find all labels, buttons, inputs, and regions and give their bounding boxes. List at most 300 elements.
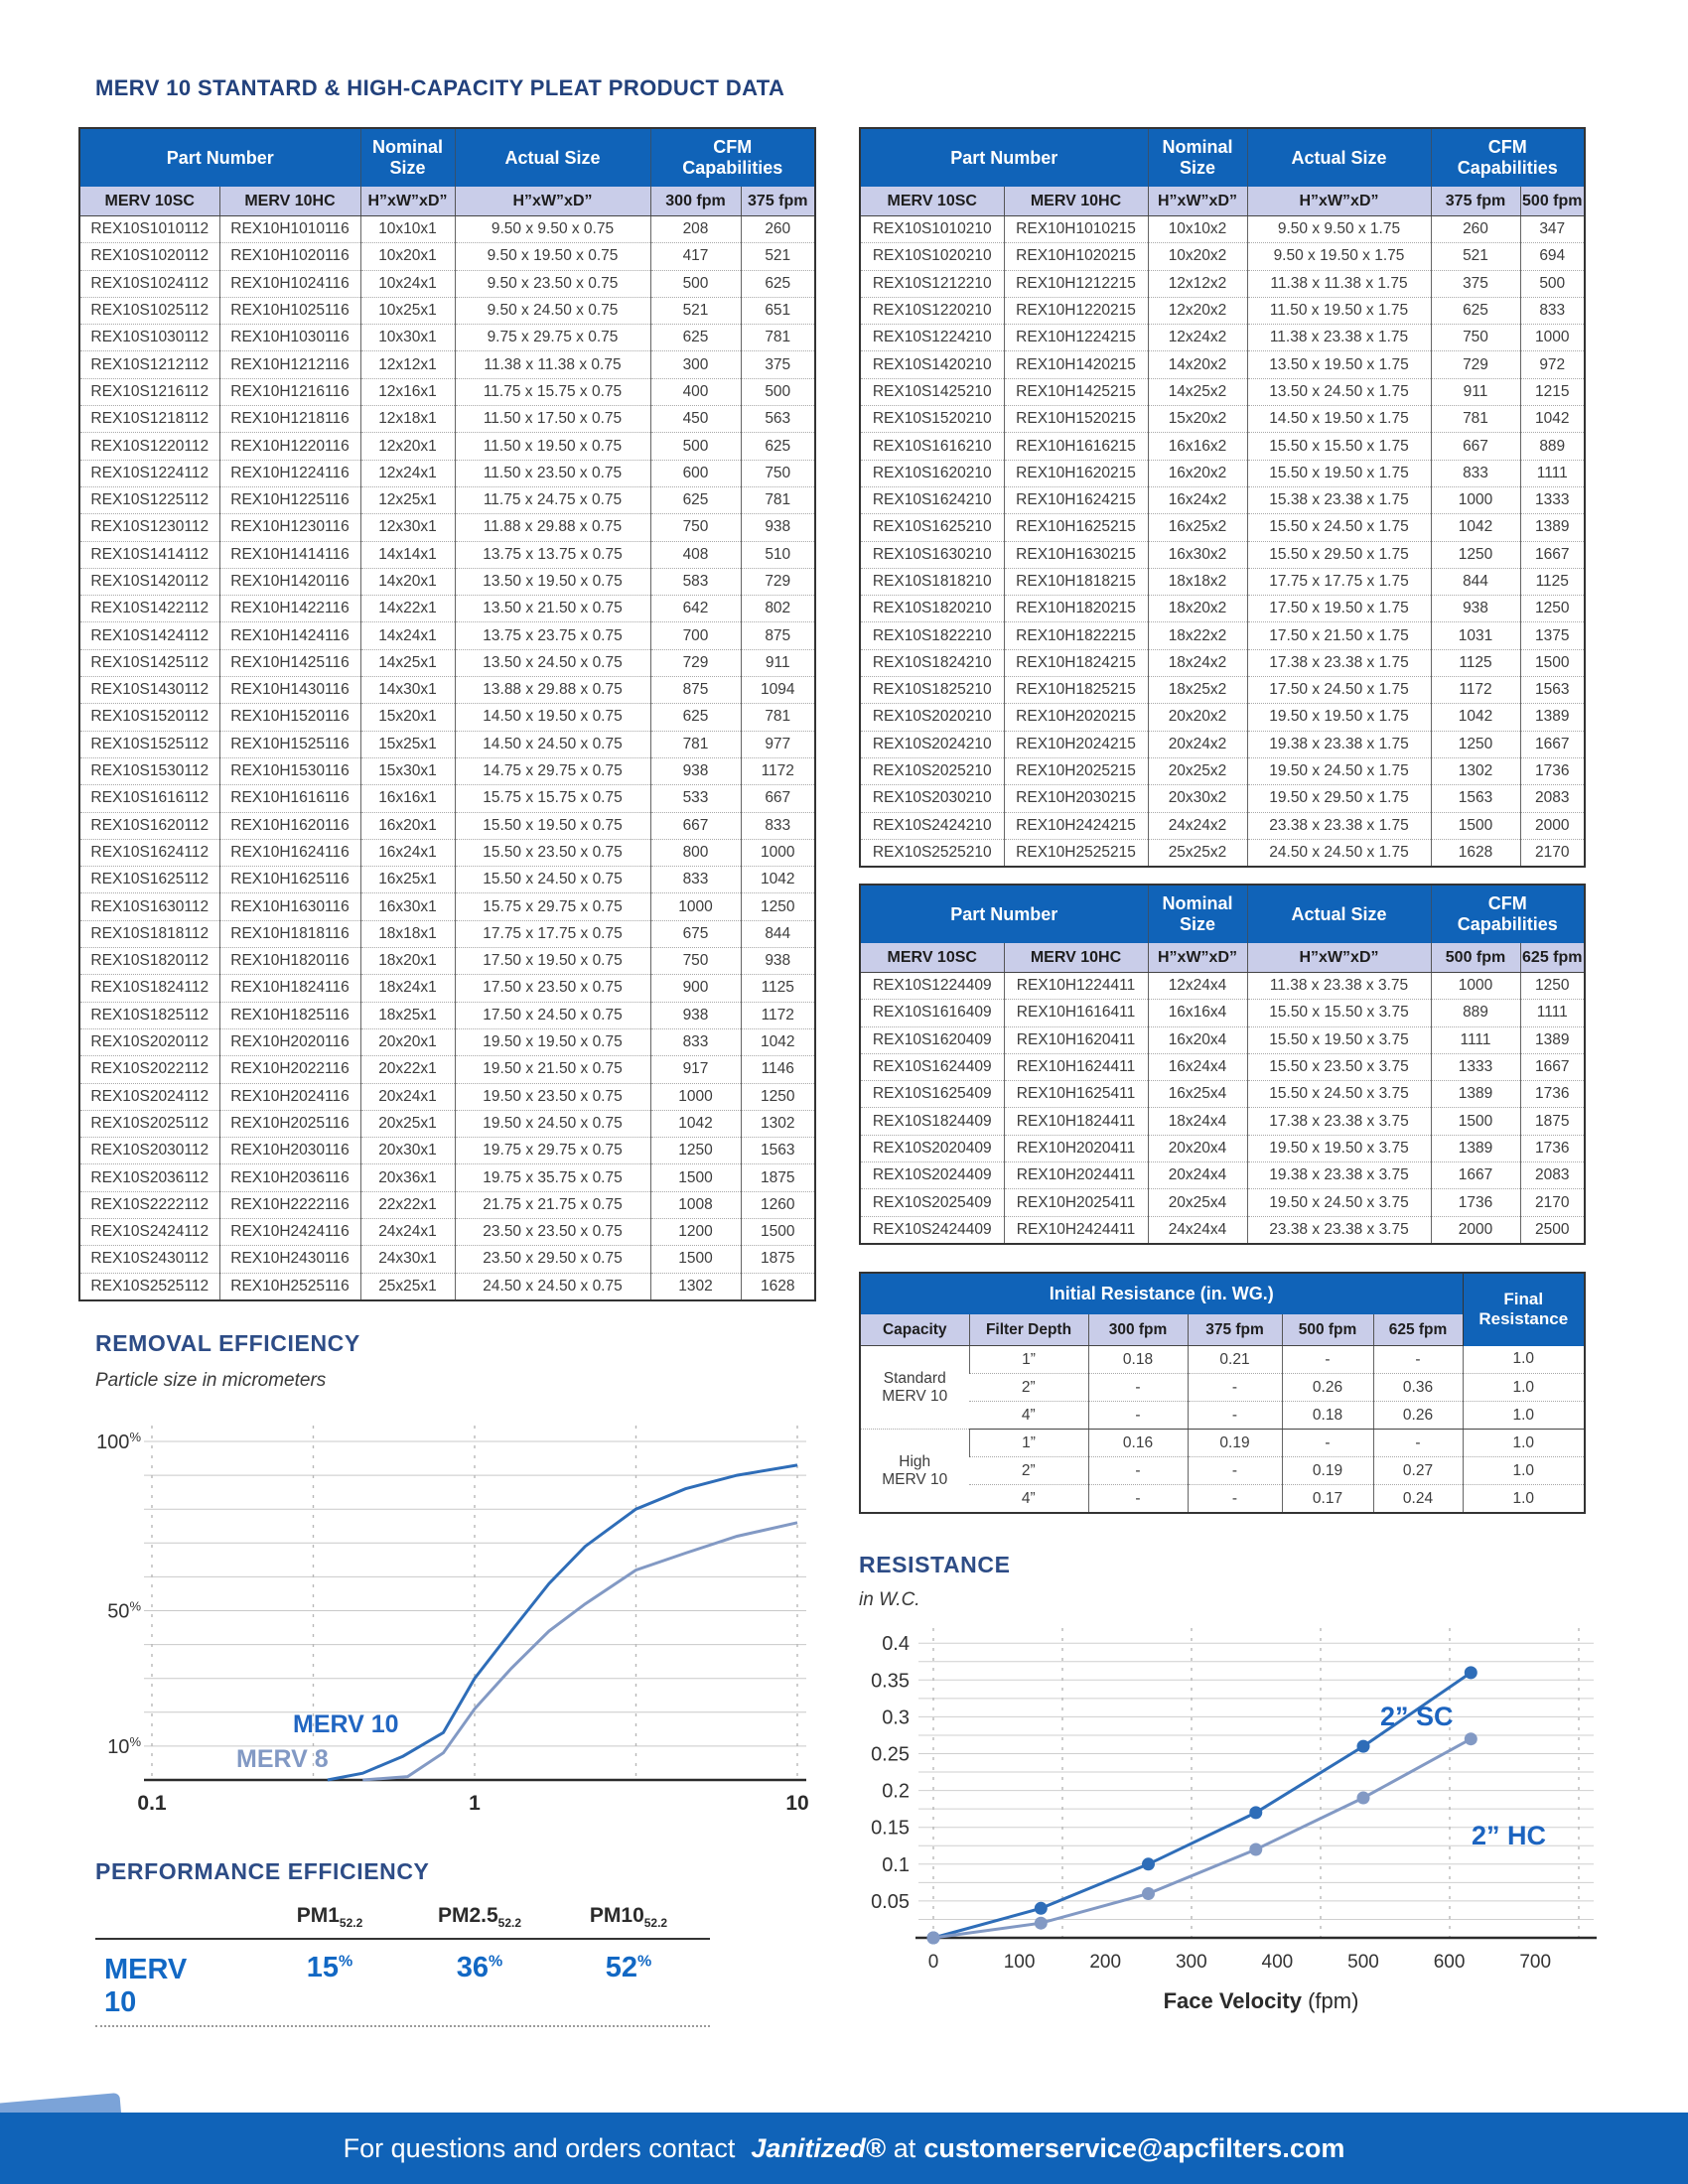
cell: REX10H1430116 <box>219 677 360 704</box>
cell: REX10S1620210 <box>860 460 1004 486</box>
cell: 1500 <box>1520 649 1585 676</box>
data-point <box>1465 1666 1477 1679</box>
cell: REX10H1220116 <box>219 433 360 460</box>
table-row <box>860 596 1585 622</box>
cell: 2170 <box>1520 1189 1585 1216</box>
cell: 0.26 <box>1282 1374 1373 1402</box>
product-table-4in <box>859 884 1586 1245</box>
footer-email[interactable]: customerservice@apcfilters.com <box>923 2132 1345 2163</box>
cell: 20x20x2 <box>1148 704 1247 731</box>
cell: 16x25x4 <box>1148 1081 1247 1108</box>
cell: 1250 <box>1520 973 1585 1000</box>
cell: 833 <box>1431 460 1520 486</box>
table-row <box>79 867 815 893</box>
cell: - <box>1188 1485 1282 1514</box>
cell: 17.50 x 24.50 x 1.75 <box>1247 677 1431 704</box>
cell: 833 <box>650 867 741 893</box>
cell: 1250 <box>741 893 815 920</box>
cell: 675 <box>650 920 741 947</box>
table-row <box>79 920 815 947</box>
cell: 0.18 <box>1088 1346 1188 1374</box>
cell: 1563 <box>1431 785 1520 812</box>
table-row <box>860 270 1585 297</box>
cell: REX10S1225112 <box>79 486 219 513</box>
cell: 19.75 x 35.75 x 0.75 <box>455 1164 650 1191</box>
performance-row-label: MERV 10 <box>104 1954 188 2018</box>
subheader-cell: 500 fpm <box>1431 943 1520 973</box>
cell: - <box>1282 1346 1373 1374</box>
cell: 19.50 x 29.50 x 1.75 <box>1247 785 1431 812</box>
table-row <box>79 1138 815 1164</box>
cell: 15.50 x 15.50 x 3.75 <box>1247 1000 1431 1026</box>
cell: REX10S2424409 <box>872 1220 992 1238</box>
cell: REX10S2525210 <box>872 843 992 861</box>
nominal-size-header: Nominal Size <box>360 128 455 187</box>
cell: 625 <box>650 325 741 351</box>
cell: 11.38 x 23.38 x 3.75 <box>1247 973 1431 1000</box>
final-resistance-header: Final Resistance <box>1463 1273 1585 1346</box>
cell: 1042 <box>650 1110 741 1137</box>
cell: 1389 <box>1520 514 1585 541</box>
table-row <box>860 541 1585 568</box>
cell: 1302 <box>650 1273 741 1300</box>
cell: 23.50 x 23.50 x 0.75 <box>455 1218 650 1245</box>
capacity-cell: Standard MERV 10 <box>860 1346 969 1430</box>
cell: 19.50 x 19.50 x 1.75 <box>1247 704 1431 731</box>
table-row <box>860 1108 1585 1135</box>
table-row <box>79 406 815 433</box>
svg-text:0.35: 0.35 <box>871 1670 910 1693</box>
table-row <box>79 433 815 460</box>
cell: 563 <box>741 406 815 433</box>
nominal-size-header: Nominal Size <box>1148 885 1247 943</box>
cell: - <box>1088 1374 1188 1402</box>
cell: REX10S1625210 <box>860 514 1004 541</box>
cell: 800 <box>650 839 741 866</box>
cell: REX10S1220112 <box>79 433 219 460</box>
cell: 781 <box>741 704 815 731</box>
resistance-table <box>859 1272 1586 1514</box>
cell: 1667 <box>1431 1162 1520 1189</box>
cell: 642 <box>650 596 741 622</box>
cell: 19.50 x 21.50 x 0.75 <box>455 1056 650 1083</box>
cell: 23.38 x 23.38 x 1.75 <box>1247 812 1431 839</box>
cell: 0.18 <box>1282 1402 1373 1430</box>
cell: 14.75 x 29.75 x 0.75 <box>455 757 650 784</box>
cell: 12x24x1 <box>360 460 455 486</box>
cell: REX10S1620409 <box>860 1026 1004 1053</box>
table-header-row <box>860 885 1585 943</box>
table-row <box>860 812 1585 839</box>
table-row <box>79 596 815 622</box>
cell: 10x30x1 <box>360 325 455 351</box>
cell: 18x18x2 <box>1148 568 1247 595</box>
cell: REX10H1414116 <box>219 541 360 568</box>
cell: 18x25x1 <box>360 1002 455 1028</box>
cell: 2000 <box>1520 812 1585 839</box>
subheader-cell: 300 fpm <box>650 187 741 216</box>
subheader-cell: MERV 10SC <box>79 187 219 216</box>
cell: 24.50 x 24.50 x 0.75 <box>455 1273 650 1300</box>
cell: 20x36x1 <box>360 1164 455 1191</box>
cell: REX10S2020112 <box>79 1028 219 1055</box>
cell: REX10S1624210 <box>860 486 1004 513</box>
cell: REX10H1620215 <box>1004 460 1148 486</box>
table-row <box>860 297 1585 324</box>
svg-text:200: 200 <box>1089 1952 1122 1973</box>
cell: 13.50 x 24.50 x 0.75 <box>455 649 650 676</box>
series-label: MERV 8 <box>236 1745 329 1773</box>
cell: 16x30x2 <box>1148 541 1247 568</box>
cell: 17.38 x 23.38 x 1.75 <box>1247 649 1431 676</box>
cell: REX10S1230112 <box>79 514 219 541</box>
cell: 9.50 x 24.50 x 0.75 <box>455 297 650 324</box>
cell: REX10S2025210 <box>860 757 1004 784</box>
cell: 23.50 x 29.50 x 0.75 <box>455 1246 650 1273</box>
cell: REX10S1520210 <box>860 406 1004 433</box>
cell: 911 <box>1431 378 1520 405</box>
cell: 1250 <box>650 1138 741 1164</box>
cell: 11.38 x 11.38 x 1.75 <box>1247 270 1431 297</box>
cell: REX10H2020411 <box>1004 1135 1148 1161</box>
table-row <box>79 1164 815 1191</box>
cell: REX10H1616116 <box>219 785 360 812</box>
table-row <box>860 649 1585 676</box>
cell: 1031 <box>1431 622 1520 649</box>
cell: REX10H2030116 <box>219 1138 360 1164</box>
cell: 24.50 x 24.50 x 1.75 <box>1247 839 1431 867</box>
table-row <box>79 1028 815 1055</box>
table-row <box>79 1218 815 1245</box>
data-point <box>1035 1902 1048 1915</box>
cell: 9.50 x 19.50 x 1.75 <box>1247 243 1431 270</box>
cell: 1000 <box>1431 486 1520 513</box>
cell: REX10S1430112 <box>79 677 219 704</box>
cell: 12x24x2 <box>1148 325 1247 351</box>
actual-size-header: Actual Size <box>1247 885 1431 943</box>
subheader-cell: MERV 10HC <box>1004 187 1148 216</box>
cell: 16x20x1 <box>360 812 455 839</box>
table-row <box>79 486 815 513</box>
cell: REX10S2024210 <box>860 731 1004 757</box>
cell: 12x18x1 <box>360 406 455 433</box>
cell: REX10H1020215 <box>1004 243 1148 270</box>
cell: REX10S2025409 <box>860 1189 1004 1216</box>
cell: 1333 <box>1520 486 1585 513</box>
cell: REX10S2030210 <box>860 785 1004 812</box>
svg-text:50%: 50% <box>107 1598 141 1623</box>
cell: 1389 <box>1431 1135 1520 1161</box>
svg-text:100: 100 <box>1003 1952 1036 1973</box>
cell: REX10H1010116 <box>219 216 360 243</box>
data-point <box>1465 1732 1477 1745</box>
cell: REX10H1616215 <box>1004 433 1148 460</box>
cell: 15.75 x 29.75 x 0.75 <box>455 893 650 920</box>
cell: REX10S1818210 <box>860 568 1004 595</box>
cell: 1563 <box>1520 677 1585 704</box>
cell: 24x24x1 <box>360 1218 455 1245</box>
cell: 11.38 x 23.38 x 1.75 <box>1247 325 1431 351</box>
cell: 10x20x2 <box>1148 243 1247 270</box>
cell: 20x24x4 <box>1148 1162 1247 1189</box>
cell: REX10H1620116 <box>219 812 360 839</box>
cell: 1667 <box>1520 731 1585 757</box>
cell: 15.50 x 19.50 x 1.75 <box>1247 460 1431 486</box>
cell: 700 <box>650 622 741 649</box>
table-row <box>860 757 1585 784</box>
cell: 375 <box>1431 270 1520 297</box>
nominal-size-header: Nominal Size <box>1148 128 1247 187</box>
cell: REX10H1820215 <box>1004 596 1148 622</box>
table-row <box>860 514 1585 541</box>
cell: REX10S2525112 <box>90 1277 210 1295</box>
cell: 1.0 <box>1463 1485 1585 1514</box>
cell: 1736 <box>1520 757 1585 784</box>
cell: 20x25x1 <box>360 1110 455 1137</box>
cell: 1302 <box>741 1110 815 1137</box>
footer-brand: Janitized® <box>751 2132 886 2163</box>
cell: 17.50 x 19.50 x 1.75 <box>1247 596 1431 622</box>
cell: 1125 <box>741 975 815 1002</box>
cell: 521 <box>741 243 815 270</box>
cell: 651 <box>741 297 815 324</box>
cell: 2500 <box>1520 1216 1585 1244</box>
table-subheader-row <box>79 187 815 216</box>
cell: 1111 <box>1431 1026 1520 1053</box>
cell: REX10H2036116 <box>219 1164 360 1191</box>
table-row <box>860 973 1585 1000</box>
svg-text:10: 10 <box>785 1792 809 1815</box>
cell: REX10S1530112 <box>79 757 219 784</box>
cell: 625 <box>650 486 741 513</box>
cell: 500 <box>1520 270 1585 297</box>
cell: REX10H1424116 <box>219 622 360 649</box>
cell: 4” <box>969 1402 1088 1430</box>
subheader-cell: MERV 10SC <box>860 187 1004 216</box>
cell: 11.50 x 19.50 x 1.75 <box>1247 297 1431 324</box>
cell: 889 <box>1520 433 1585 460</box>
cell: REX10H1425116 <box>219 649 360 676</box>
cell: 13.75 x 23.75 x 0.75 <box>455 622 650 649</box>
cell: 9.50 x 23.50 x 0.75 <box>455 270 650 297</box>
cell: 11.88 x 29.88 x 0.75 <box>455 514 650 541</box>
cell: 1500 <box>650 1246 741 1273</box>
cell: 24x24x4 <box>1148 1216 1247 1244</box>
cell: 11.50 x 19.50 x 0.75 <box>455 433 650 460</box>
cell: 1” <box>969 1430 1088 1457</box>
cell: 400 <box>650 378 741 405</box>
table-row <box>79 378 815 405</box>
cell: 9.50 x 19.50 x 0.75 <box>455 243 650 270</box>
cell: 625 <box>741 270 815 297</box>
cell: REX10S1625112 <box>79 867 219 893</box>
subheader-cell: H”xW”xD” <box>1247 943 1431 973</box>
cell: 1389 <box>1520 704 1585 731</box>
table-row <box>79 1056 815 1083</box>
initial-resistance-header: Initial Resistance (in. WG.) <box>860 1273 1463 1314</box>
cell: 802 <box>741 596 815 622</box>
cell: 16x20x2 <box>1148 460 1247 486</box>
cell: REX10S1224210 <box>860 325 1004 351</box>
cell: 729 <box>1431 351 1520 378</box>
cell: 15.50 x 24.50 x 1.75 <box>1247 514 1431 541</box>
cell: 15x20x2 <box>1148 406 1247 433</box>
cell: 1172 <box>741 757 815 784</box>
table-row <box>860 1135 1585 1161</box>
cell: 2083 <box>1520 785 1585 812</box>
cell: 667 <box>1431 433 1520 460</box>
table-row <box>79 622 815 649</box>
cell: REX10H1824116 <box>219 975 360 1002</box>
table-row <box>860 1189 1585 1216</box>
cell: REX10H1620411 <box>1004 1026 1148 1053</box>
cell: 25x25x1 <box>360 1273 455 1300</box>
cell: REX10S1824210 <box>860 649 1004 676</box>
cell: REX10S1425210 <box>860 378 1004 405</box>
cell: 1200 <box>650 1218 741 1245</box>
cell: 17.38 x 23.38 x 3.75 <box>1247 1108 1431 1135</box>
cell: REX10S1824112 <box>79 975 219 1002</box>
table-row <box>79 677 815 704</box>
cell: REX10H1530116 <box>219 757 360 784</box>
cell: REX10S1616112 <box>79 785 219 812</box>
table-row <box>860 1430 1585 1457</box>
table-row <box>860 1346 1585 1374</box>
data-point <box>1035 1917 1048 1930</box>
table-row <box>79 731 815 757</box>
performance-rule-bottom <box>95 2025 710 2027</box>
cell: REX10S1420210 <box>860 351 1004 378</box>
cell: 16x24x1 <box>360 839 455 866</box>
cell: REX10H1030116 <box>219 325 360 351</box>
cfm-header: CFM Capabilities <box>1431 885 1585 943</box>
table-row <box>79 948 815 975</box>
svg-text:0.15: 0.15 <box>871 1817 910 1840</box>
cell: 1500 <box>1431 1108 1520 1135</box>
cell: 14x24x1 <box>360 622 455 649</box>
table-row <box>79 704 815 731</box>
cell: 12x20x1 <box>360 433 455 460</box>
cell: 1008 <box>650 1191 741 1218</box>
cell: 625 <box>650 704 741 731</box>
cell: 0.19 <box>1282 1457 1373 1485</box>
series-label: MERV 10 <box>293 1710 399 1738</box>
cell: 1.0 <box>1463 1457 1585 1485</box>
cell: 911 <box>741 649 815 676</box>
cell: REX10H2424215 <box>1004 812 1148 839</box>
cell: 1628 <box>741 1273 815 1300</box>
svg-text:0.3: 0.3 <box>882 1706 910 1729</box>
cell: REX10H1625215 <box>1004 514 1148 541</box>
cell: - <box>1282 1430 1373 1457</box>
cell: 1” <box>969 1346 1088 1374</box>
cell: REX10S1424112 <box>79 622 219 649</box>
svg-text:0.1: 0.1 <box>882 1853 910 1876</box>
cell: 1250 <box>1431 541 1520 568</box>
cell: REX10S1030112 <box>79 325 219 351</box>
cell: 20x24x1 <box>360 1083 455 1110</box>
cell: 938 <box>1431 596 1520 622</box>
svg-text:600: 600 <box>1433 1952 1466 1973</box>
cell: 900 <box>650 975 741 1002</box>
cell: REX10H1825116 <box>219 1002 360 1028</box>
cell: REX10H1212116 <box>219 351 360 378</box>
cell: 20x24x2 <box>1148 731 1247 757</box>
cell: 1250 <box>1520 596 1585 622</box>
cell: REX10H1624411 <box>1004 1053 1148 1080</box>
subheader-cell: H”xW”xD” <box>1148 187 1247 216</box>
cell: 1.0 <box>1463 1374 1585 1402</box>
cell: REX10S1420112 <box>79 568 219 595</box>
cell: 13.50 x 24.50 x 1.75 <box>1247 378 1431 405</box>
cell: 1302 <box>1431 757 1520 784</box>
table-row <box>860 351 1585 378</box>
cell: - <box>1088 1485 1188 1514</box>
subheader-cell: H”xW”xD” <box>455 187 650 216</box>
cell: REX10S1220210 <box>860 297 1004 324</box>
table-row <box>79 325 815 351</box>
cell: REX10H1420215 <box>1004 351 1148 378</box>
cell: REX10H1225116 <box>219 486 360 513</box>
cell: 1500 <box>741 1218 815 1245</box>
cell: 13.50 x 19.50 x 1.75 <box>1247 351 1431 378</box>
cell: REX10S1025112 <box>79 297 219 324</box>
cell: 17.50 x 21.50 x 1.75 <box>1247 622 1431 649</box>
cell: REX10H1625411 <box>1004 1081 1148 1108</box>
removal-efficiency-chart <box>89 1410 824 1827</box>
cell: REX10S1414112 <box>79 541 219 568</box>
cell: 938 <box>650 1002 741 1028</box>
cell: 977 <box>741 731 815 757</box>
cell: REX10S1212210 <box>860 270 1004 297</box>
cell: 1111 <box>1520 460 1585 486</box>
cell: REX10H2024411 <box>1004 1162 1148 1189</box>
grid <box>144 1426 806 1780</box>
cell: 15x20x1 <box>360 704 455 731</box>
cell: 15.50 x 24.50 x 3.75 <box>1247 1081 1431 1108</box>
cell: REX10S1620112 <box>79 812 219 839</box>
cell: 781 <box>741 325 815 351</box>
cell: 889 <box>1431 1000 1520 1026</box>
cell: 781 <box>1431 406 1520 433</box>
cell: REX10S1616409 <box>860 1000 1004 1026</box>
removal-efficiency-subtitle: Particle size in micrometers <box>95 1370 327 1391</box>
subheader-cell: Filter Depth <box>969 1314 1088 1346</box>
cell: 1667 <box>1520 541 1585 568</box>
cell: REX10H1216116 <box>219 378 360 405</box>
cell: 14x25x2 <box>1148 378 1247 405</box>
table-row <box>860 704 1585 731</box>
cell: 16x16x2 <box>1148 433 1247 460</box>
cell: 500 <box>741 378 815 405</box>
cell: 15.50 x 23.50 x 3.75 <box>1247 1053 1431 1080</box>
cell: REX10S2036112 <box>79 1164 219 1191</box>
cell: 17.75 x 17.75 x 1.75 <box>1247 568 1431 595</box>
cell: 1389 <box>1431 1081 1520 1108</box>
table-row <box>79 1083 815 1110</box>
table-row <box>860 1026 1585 1053</box>
cell: REX10H2024215 <box>1004 731 1148 757</box>
cell: 20x25x4 <box>1148 1189 1247 1216</box>
cell: 19.50 x 19.50 x 0.75 <box>455 1028 650 1055</box>
footer-banner <box>0 2113 1688 2184</box>
cell: REX10H1820116 <box>219 948 360 975</box>
cell: 750 <box>650 514 741 541</box>
cell: 20x20x1 <box>360 1028 455 1055</box>
table-row <box>860 785 1585 812</box>
cell: REX10S1820112 <box>79 948 219 975</box>
cell: 19.50 x 19.50 x 3.75 <box>1247 1135 1431 1161</box>
